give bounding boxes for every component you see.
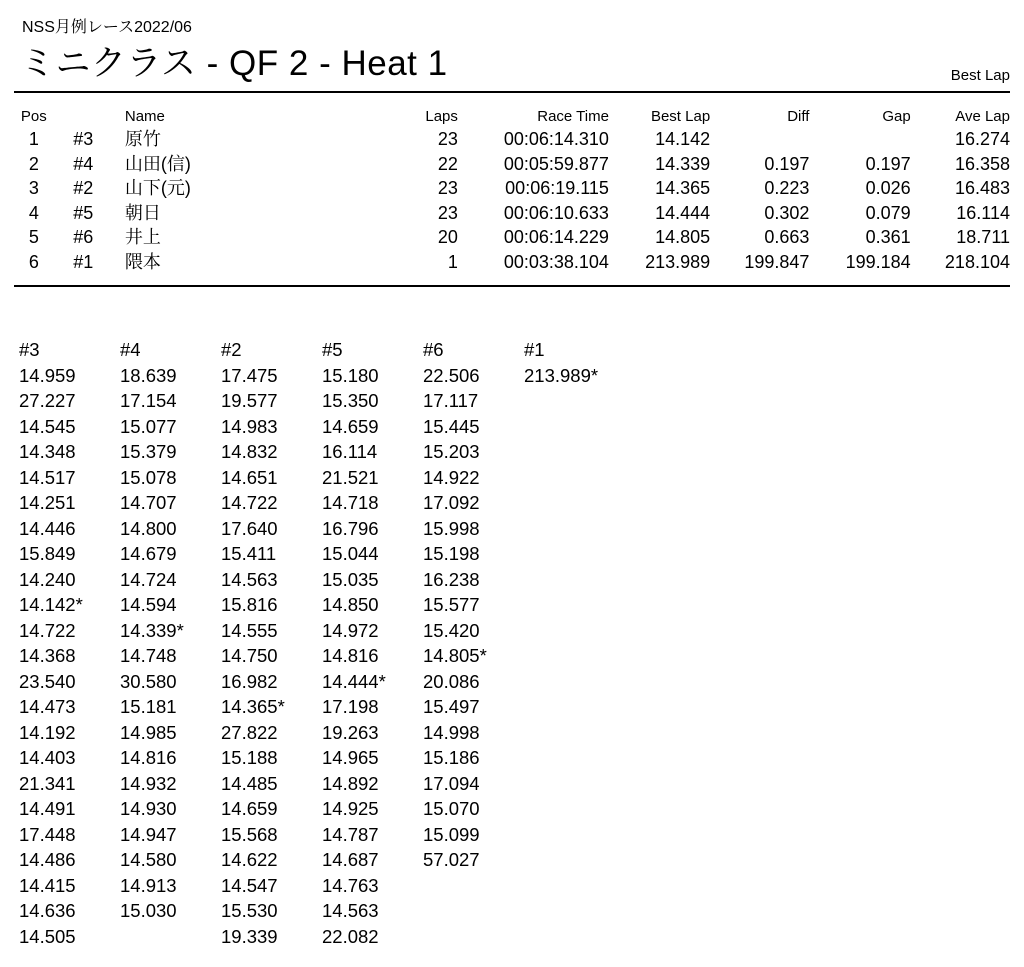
result-diff: 199.847 <box>744 251 810 272</box>
lap-time: 14.722 <box>221 492 278 513</box>
lap-time: 14.505 <box>19 925 76 947</box>
lap-time: 15.445 <box>423 415 480 437</box>
lap-time: 14.972 <box>322 619 379 641</box>
lap-time: 16.796 <box>322 517 379 539</box>
lap-time: 14.763 <box>322 874 379 896</box>
result-race-time: 00:03:38.104 <box>503 251 609 272</box>
result-car-number: #1 <box>73 251 94 272</box>
lap-time: 14.192 <box>19 721 76 743</box>
lap-column-car: #2 <box>221 339 242 360</box>
result-ave-lap: 16.114 <box>956 202 1010 223</box>
lap-time: 14.473 <box>19 696 76 717</box>
lap-time: 22.506 <box>423 364 480 386</box>
col-laps: Laps <box>425 108 458 125</box>
lap-time: 22.082 <box>322 925 379 947</box>
lap-time: 15.849 <box>19 543 76 564</box>
lap-time: 14.748 <box>120 645 177 666</box>
result-race-time: 00:06:14.310 <box>503 129 609 149</box>
lap-time: 16.114 <box>322 441 378 462</box>
lap-time: 15.350 <box>322 390 379 411</box>
lap-time: 14.580 <box>120 849 177 870</box>
col-race-time: Race Time <box>537 108 609 125</box>
result-driver-name: 原竹 <box>124 129 161 149</box>
result-car-number: #4 <box>73 153 94 174</box>
lap-time: 15.077 <box>120 415 177 437</box>
result-race-time: 00:06:10.633 <box>503 202 609 223</box>
lap-time: 15.203 <box>423 441 480 462</box>
lap-time: 14.651 <box>221 466 278 488</box>
lap-time: 19.263 <box>322 721 379 743</box>
result-car-number: #2 <box>73 178 94 198</box>
result-best-lap: 14.444 <box>655 202 711 223</box>
result-pos: 5 <box>28 227 39 247</box>
lap-time: 14.947 <box>120 823 177 845</box>
lap-time: 14.368 <box>19 645 76 666</box>
results-table <box>14 107 1010 274</box>
lap-time: 14.555 <box>221 619 278 641</box>
lap-time: 14.545 <box>19 415 76 437</box>
col-diff: Diff <box>787 108 810 125</box>
lap-time: 14.687 <box>322 849 379 870</box>
result-car-number: #6 <box>73 227 94 247</box>
lap-time: 14.636 <box>19 900 76 921</box>
result-car-number: #5 <box>73 202 94 223</box>
result-driver-name: 隈本 <box>124 251 161 272</box>
lap-time: 17.198 <box>322 696 379 717</box>
lap-time: 27.227 <box>19 390 76 411</box>
result-best-lap: 14.365 <box>655 178 711 198</box>
result-driver-name: 井上 <box>124 227 161 247</box>
lap-time: 14.724 <box>120 568 177 590</box>
col-best-lap: Best Lap <box>650 108 711 125</box>
lap-time: 14.415 <box>19 874 76 896</box>
lap-time: 14.722 <box>19 619 76 641</box>
result-pos: 6 <box>28 251 39 272</box>
results-row <box>14 201 1010 226</box>
result-laps: 22 <box>437 153 458 174</box>
result-pos: 4 <box>28 202 39 223</box>
lap-time: 14.922 <box>423 466 480 488</box>
lap-time: 14.240 <box>19 568 76 590</box>
result-race-time: 00:06:19.115 <box>505 178 609 198</box>
result-pos: 2 <box>28 153 39 174</box>
result-diff <box>710 127 809 152</box>
lap-time: 30.580 <box>120 670 177 692</box>
result-diff: 0.223 <box>764 178 810 198</box>
lap-column <box>423 337 524 949</box>
lap-column <box>120 337 221 949</box>
lap-time: 15.078 <box>120 466 177 488</box>
event-name: NSS月例レース2022/06 <box>22 19 192 36</box>
lap-time: 14.930 <box>120 798 177 819</box>
lap-time: 15.411 <box>221 543 277 564</box>
lap-time: 14.800 <box>120 517 177 539</box>
lap-time: 15.577 <box>423 594 480 615</box>
lap-time: 14.348 <box>19 441 76 462</box>
result-diff: 0.663 <box>764 227 810 247</box>
results-row <box>14 225 1010 250</box>
lap-time: 15.420 <box>423 619 480 641</box>
lap-column-car: #6 <box>423 339 444 360</box>
lap-time: 14.485 <box>221 772 278 794</box>
lap-time: 15.186 <box>423 747 480 768</box>
lap-time: 15.198 <box>423 543 480 564</box>
lap-time: 21.521 <box>322 466 379 488</box>
results-row <box>14 176 1010 201</box>
lap-time: 14.659 <box>322 415 379 437</box>
lap-time: 17.154 <box>120 390 177 411</box>
result-gap: 199.184 <box>845 251 911 272</box>
result-laps: 23 <box>437 129 458 149</box>
lap-time: 16.238 <box>423 568 480 590</box>
lap-column-car: #4 <box>120 339 141 360</box>
result-best-lap: 14.805 <box>655 227 711 247</box>
lap-column-car: #5 <box>322 339 343 360</box>
results-row <box>14 127 1010 152</box>
lap-time: 14.403 <box>19 747 76 768</box>
lap-time: 15.497 <box>423 696 480 717</box>
lap-time: 14.750 <box>221 645 278 666</box>
lap-times-grid <box>19 337 625 949</box>
lap-time: 14.892 <box>322 772 379 794</box>
lap-time: 15.181 <box>120 696 177 717</box>
lap-time: 17.117 <box>423 390 479 411</box>
lap-time: 15.816 <box>221 594 278 615</box>
lap-time: 15.379 <box>120 441 177 462</box>
result-laps: 23 <box>437 202 458 223</box>
results-divider <box>14 285 1010 287</box>
lap-time: 14.251 <box>19 492 76 513</box>
lap-time: 14.850 <box>322 594 379 615</box>
lap-time: 15.030 <box>120 900 177 921</box>
lap-time: 17.448 <box>19 823 76 845</box>
lap-time: 14.932 <box>120 772 177 794</box>
col-name: Name <box>124 108 165 125</box>
lap-time: 15.180 <box>322 364 379 386</box>
lap-time: 15.998 <box>423 517 480 539</box>
lap-time: 14.517 <box>19 466 76 488</box>
result-pos: 1 <box>28 129 39 149</box>
lap-time: 14.959 <box>19 364 76 386</box>
lap-time: 14.659 <box>221 798 278 819</box>
lap-time: 57.027 <box>423 849 480 870</box>
lap-time: 14.563 <box>221 568 278 590</box>
result-race-time: 00:05:59.877 <box>503 153 609 174</box>
col-pos: Pos <box>20 108 47 125</box>
lap-column <box>524 337 625 949</box>
result-ave-lap: 16.358 <box>954 153 1010 174</box>
lap-time: 14.998 <box>423 721 480 743</box>
lap-column <box>221 337 322 949</box>
result-laps: 23 <box>437 178 458 198</box>
result-best-lap: 213.989 <box>645 251 711 272</box>
lap-time: 14.832 <box>221 441 278 462</box>
best-lap-label: Best Lap <box>950 67 1010 84</box>
lap-time: 14.339* <box>120 619 184 641</box>
lap-time: 15.530 <box>221 900 278 921</box>
lap-time: 20.086 <box>423 670 480 692</box>
page-title: ミニクラス - QF 2 - Heat 1 <box>20 44 448 83</box>
result-diff: 0.197 <box>764 153 810 174</box>
result-gap <box>809 127 910 152</box>
lap-time: 15.044 <box>322 543 379 564</box>
lap-time: 14.805* <box>423 645 487 666</box>
lap-time: 14.718 <box>322 492 379 513</box>
col-gap: Gap <box>882 108 911 125</box>
lap-time: 14.816 <box>322 645 379 666</box>
lap-time: 19.577 <box>221 390 278 411</box>
lap-column <box>19 337 120 949</box>
lap-time: 14.491 <box>19 798 76 819</box>
result-gap: 0.026 <box>865 178 911 198</box>
result-driver-name: 朝日 <box>124 202 161 223</box>
result-best-lap: 14.339 <box>655 153 711 174</box>
lap-time: 14.925 <box>322 798 379 819</box>
result-race-time: 00:06:14.229 <box>503 227 609 247</box>
lap-time: 15.035 <box>322 568 379 590</box>
results-row <box>14 152 1010 177</box>
lap-time: 15.568 <box>221 823 278 845</box>
lap-time: 14.142* <box>19 594 83 615</box>
result-pos: 3 <box>28 178 39 198</box>
lap-column <box>322 337 423 949</box>
lap-time: 17.094 <box>423 772 480 794</box>
lap-time: 27.822 <box>221 721 278 743</box>
result-gap: 0.079 <box>865 202 911 223</box>
result-driver-name: 山下(元) <box>124 178 191 198</box>
result-car-number: #3 <box>73 129 94 149</box>
lap-time: 14.365* <box>221 696 285 717</box>
lap-time: 14.707 <box>120 492 177 513</box>
result-ave-lap: 16.483 <box>954 178 1010 198</box>
lap-time: 14.444* <box>322 670 386 692</box>
lap-time: 14.679 <box>120 543 177 564</box>
result-laps: 20 <box>437 227 458 247</box>
result-laps: 1 <box>447 251 458 272</box>
lap-time: 14.594 <box>120 594 177 615</box>
lap-time: 14.965 <box>322 747 379 768</box>
result-best-lap: 14.142 <box>655 129 711 149</box>
results-row <box>14 250 1010 275</box>
results-body <box>14 127 1010 274</box>
results-header-row <box>14 107 1010 127</box>
header-divider <box>14 91 1010 93</box>
lap-time: 15.099 <box>423 823 480 845</box>
lap-time: 23.540 <box>19 670 76 692</box>
lap-time: 14.622 <box>221 849 278 870</box>
lap-time: 14.787 <box>322 823 379 845</box>
lap-time: 14.816 <box>120 747 177 768</box>
lap-time: 15.188 <box>221 747 278 768</box>
lap-column-car: #1 <box>524 339 545 360</box>
result-gap: 0.361 <box>865 227 911 247</box>
lap-time: 17.475 <box>221 364 278 386</box>
result-gap: 0.197 <box>865 153 911 174</box>
col-number <box>54 107 113 127</box>
result-driver-name: 山田(信) <box>124 153 191 174</box>
lap-time: 14.913 <box>120 874 177 896</box>
lap-time: 14.486 <box>19 849 76 870</box>
lap-time: 17.640 <box>221 517 278 539</box>
lap-time: 14.983 <box>221 415 278 437</box>
col-ave-lap: Ave Lap <box>955 108 1010 125</box>
lap-time: 14.446 <box>19 517 76 539</box>
lap-time: 14.547 <box>221 874 278 896</box>
lap-time: 16.982 <box>221 670 278 692</box>
result-ave-lap: 18.711 <box>956 227 1010 247</box>
lap-time: 18.639 <box>120 364 177 386</box>
lap-time: 21.341 <box>19 772 76 794</box>
lap-time: 19.339 <box>221 925 278 947</box>
result-diff: 0.302 <box>764 202 810 223</box>
lap-time: 15.070 <box>423 798 480 819</box>
result-ave-lap: 16.274 <box>954 129 1010 149</box>
result-ave-lap: 218.104 <box>944 251 1010 272</box>
lap-column-car: #3 <box>19 339 40 360</box>
lap-time: 14.985 <box>120 721 177 743</box>
lap-time: 17.092 <box>423 492 480 513</box>
lap-time: 14.563 <box>322 900 379 921</box>
lap-time: 213.989* <box>524 364 599 386</box>
